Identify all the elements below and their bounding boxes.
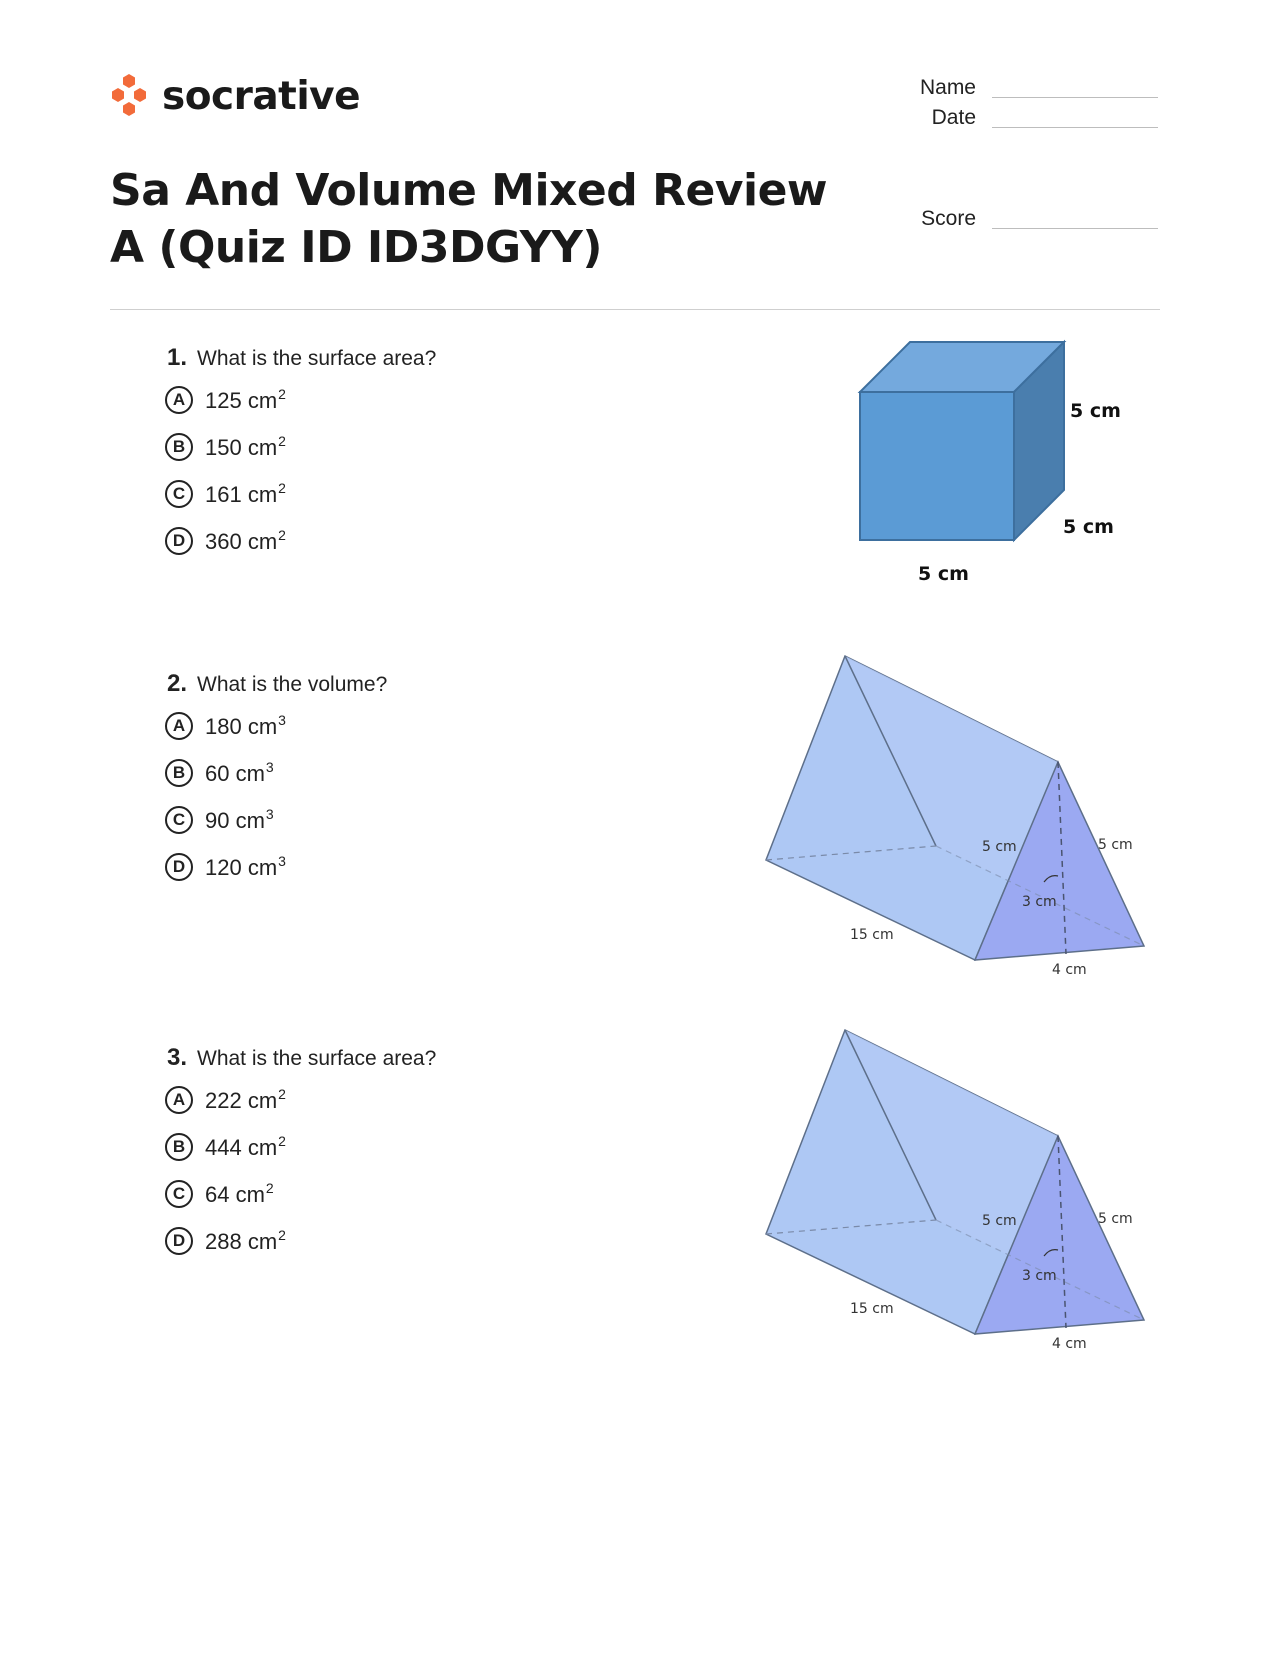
svg-text:15 cm: 15 cm: [850, 1301, 894, 1317]
svg-text:5 cm: 5 cm: [982, 1213, 1017, 1229]
question-number: 3.: [166, 1044, 187, 1071]
name-line[interactable]: [992, 96, 1158, 98]
option-d[interactable]: [165, 517, 436, 564]
svg-text:3 cm: 3 cm: [1022, 1268, 1057, 1284]
question-2: [165, 670, 387, 890]
page-title: Sa And Volume Mixed Review A (Quiz ID ID3DGYY): [110, 165, 828, 273]
option-bubble[interactable]: A: [165, 1086, 193, 1114]
date-line[interactable]: [992, 126, 1158, 128]
option-bubble[interactable]: B: [165, 759, 193, 787]
cube-depth-label: 5 cm: [1063, 516, 1114, 538]
option-text: 120 $cm^3$: [205, 852, 286, 880]
prism-figure-q3: [760, 1024, 1150, 1354]
option-b[interactable]: [165, 749, 387, 796]
option-text: 222 $cm^2$: [205, 1085, 286, 1113]
option-text: 444 $cm^2$: [205, 1132, 286, 1160]
option-text: 125 $cm^2$: [205, 385, 286, 413]
question-number: 2.: [166, 670, 187, 697]
option-text: 288 $cm^2$: [205, 1226, 286, 1254]
svg-text:3 cm: 3 cm: [1022, 894, 1057, 910]
option-bubble[interactable]: D: [165, 527, 193, 555]
option-text: 150 $cm^2$: [205, 432, 286, 460]
option-text: 360 $cm^2$: [205, 526, 286, 554]
option-bubble[interactable]: C: [165, 480, 193, 508]
question-number: 1.: [166, 344, 187, 371]
svg-text:15 cm: 15 cm: [850, 927, 894, 943]
question-text: What is the surface area?: [197, 1047, 437, 1070]
question-1: [165, 344, 436, 564]
svg-text:4 cm: 4 cm: [1052, 962, 1087, 978]
date-field[interactable]: [856, 106, 1158, 130]
cube-front-face: [860, 392, 1014, 540]
question-text: What is the volume?: [197, 673, 388, 696]
score-line[interactable]: [992, 227, 1158, 229]
option-text: 60 $cm^3$: [205, 758, 274, 786]
hexagon-cluster-icon: [110, 72, 150, 122]
score-label: Score: [921, 207, 976, 230]
option-bubble[interactable]: D: [165, 1227, 193, 1255]
brand-name: socrative: [162, 74, 361, 119]
option-text: 161 $cm^2$: [205, 479, 286, 507]
cube-figure: [840, 330, 1140, 600]
svg-text:4 cm: 4 cm: [1052, 1336, 1087, 1352]
question-3: [165, 1044, 436, 1264]
name-field[interactable]: [856, 76, 1158, 100]
svg-text:5 cm: 5 cm: [1098, 1211, 1133, 1227]
svg-text:5 cm: 5 cm: [982, 839, 1017, 855]
option-b[interactable]: [165, 1123, 436, 1170]
option-a[interactable]: [165, 1076, 436, 1123]
option-bubble[interactable]: D: [165, 853, 193, 881]
date-label: Date: [931, 106, 976, 129]
prism-figure-q2: [760, 650, 1150, 980]
header-divider: [110, 309, 1160, 310]
option-text: 64 $cm^2$: [205, 1179, 274, 1207]
option-d[interactable]: [165, 843, 387, 890]
cube-width-label: 5 cm: [918, 563, 969, 585]
question-text: What is the surface area?: [197, 347, 437, 370]
option-d[interactable]: [165, 1217, 436, 1264]
option-a[interactable]: [165, 702, 387, 749]
cube-height-label: 5 cm: [1070, 400, 1121, 422]
option-a[interactable]: [165, 376, 436, 423]
option-bubble[interactable]: C: [165, 806, 193, 834]
option-bubble[interactable]: C: [165, 1180, 193, 1208]
option-c[interactable]: [165, 796, 387, 843]
option-b[interactable]: [165, 423, 436, 470]
option-text: 180 $cm^3$: [205, 711, 286, 739]
option-bubble[interactable]: B: [165, 433, 193, 461]
name-label: Name: [919, 76, 976, 99]
option-text: 90 $cm^3$: [205, 805, 274, 833]
svg-text:5 cm: 5 cm: [1098, 837, 1133, 853]
option-bubble[interactable]: A: [165, 386, 193, 414]
score-field[interactable]: [856, 207, 1158, 231]
option-bubble[interactable]: A: [165, 712, 193, 740]
option-bubble[interactable]: B: [165, 1133, 193, 1161]
option-c[interactable]: [165, 1170, 436, 1217]
option-c[interactable]: [165, 470, 436, 517]
